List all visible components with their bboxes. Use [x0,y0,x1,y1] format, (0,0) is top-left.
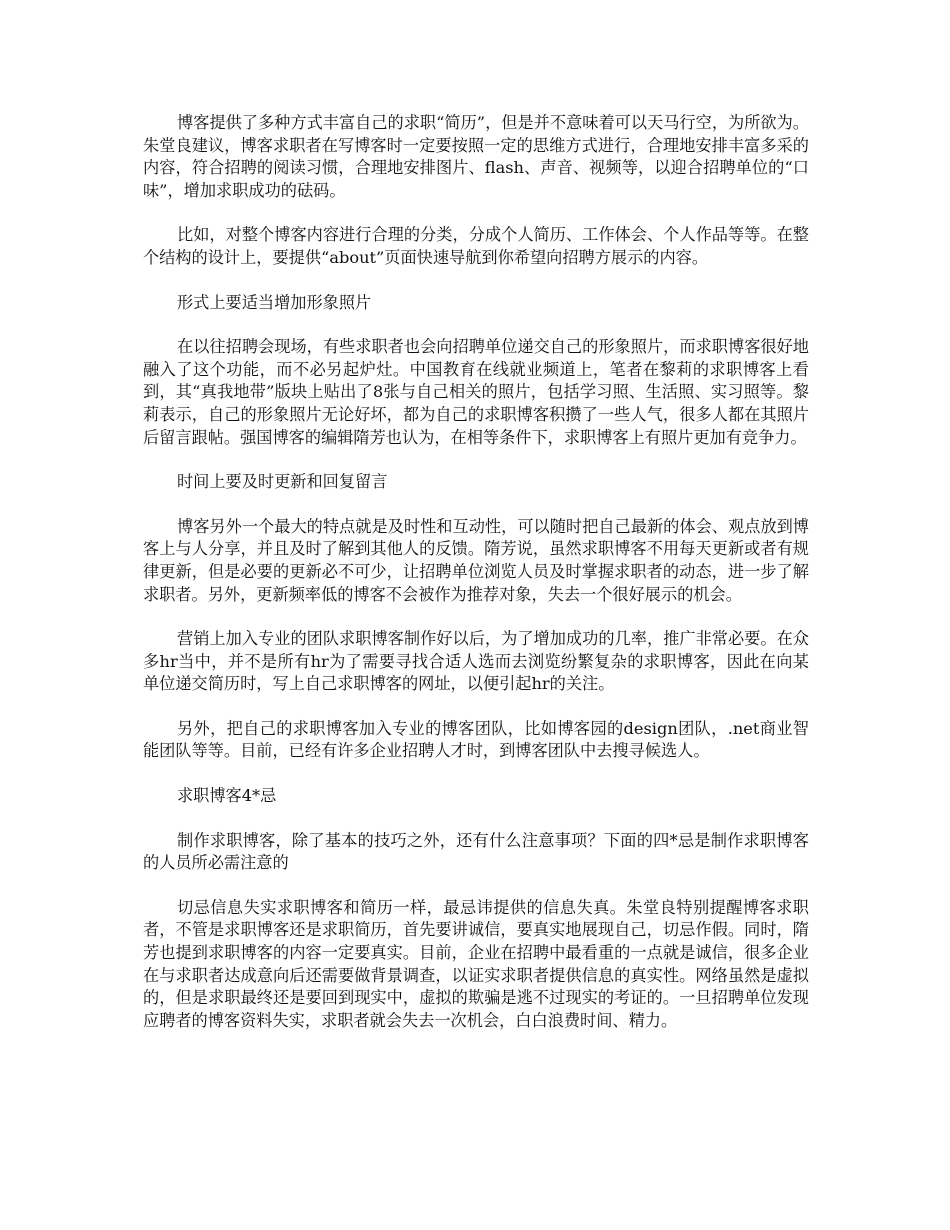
paragraph: 制作求职博客，除了基本的技巧之外，还有什么注意事项？下面的四*忌是制作求职博客的人员所必需注意的 [143,830,809,873]
paragraph: 比如，对整个博客内容进行合理的分类，分成个人简历、工作体会、个人作品等等。在整个结构的设计上，要提供“about”页面快速导航到你希望向招聘方展示的内容。 [143,225,809,267]
paragraph: 博客另外一个最大的特点就是及时性和互动性，可以随时把自己最新的体会、观点放到博客上与人分享，并且及时了解到其他人的反馈。隋芳说，虽然求职博客不用每天更新或者有规律更新，但是必要的更新必不可少，让招聘单位浏览人员及时掌握求职者的动态，进一步了解求职者。另外，更新频率低的博客不会被作为推荐对象，失去一个很好展示的机会。 [143,516,809,604]
section-heading: 形式上要适当增加形象照片 [177,292,372,312]
paragraph: 另外，把自己的求职博客加入专业的博客团队，比如博客园的design团队，.net商业智能团队等等。目前，已经有许多企业招聘人才时，到博客团队中去搜寻候选人。 [143,718,809,761]
paragraph: 切忌信息失实求职博客和简历一样，最忌讳提供的信息失真。朱堂良特别提醒博客求职者，不管是求职博客还是求职简历，首先要讲诚信，要真实地展现自己，切忌作假。同时，隋芳也提到求职博客的内容一定要真实。目前，企业在招聘中最看重的一点就是诚信，很多企业在与求职者达成意向后还需要做背景调查，以证实求职者提供信息的真实性。网络虽然是虚拟的，但是求职最终还是要回到现实中，虚拟的欺骗是逃不过现实的考证的。一旦招聘单位发现应聘者的博客资料失实，求职者就会失去一次机会，白白浪费时间、精力。 [143,897,809,1030]
paragraph: 在以往招聘会现场，有些求职者也会向招聘单位递交自己的形象照片，而求职博客很好地融入了这个功能，而不必另起炉灶。中国教育在线就业频道上，笔者在黎莉的求职博客上看到，其“真我地带”版块上贴出了8张与自己相关的照片，包括学习照、生活照、实习照等。黎莉表示，自己的形象照片无论好坏，都为自己的求职博客积攒了一些人气，很多人都在其照片后留言跟帖。强国博客的编辑隋芳也认为，在相等条件下，求职博客上有照片更加有竞争力。 [143,337,809,447]
section-heading: 求职博客4*忌 [177,786,277,806]
paragraph: 博客提供了多种方式丰富自己的求职“简历”，但是并不意味着可以天马行空，为所欲为。朱堂良建议，博客求职者在写博客时一定要按照一定的思维方式进行，合理地安排丰富多采的内容，符合招聘的阅读习惯，合理地安排图片、flash、声音、视频等，以迎合招聘单位的“口味”，增加求职成功的砝码。 [143,113,809,200]
paragraph: 营销上加入专业的团队求职博客制作好以后，为了增加成功的几率，推广非常必要。在众多hr当中，并不是所有hr为了需要寻找合适人选而去浏览纷繁复杂的求职博客，因此在向某单位递交简历时，写上自己求职博客的网址，以便引起hr的关注。 [143,629,809,694]
section-heading: 时间上要及时更新和回复留言 [177,472,388,492]
document-body [143,112,809,1054]
